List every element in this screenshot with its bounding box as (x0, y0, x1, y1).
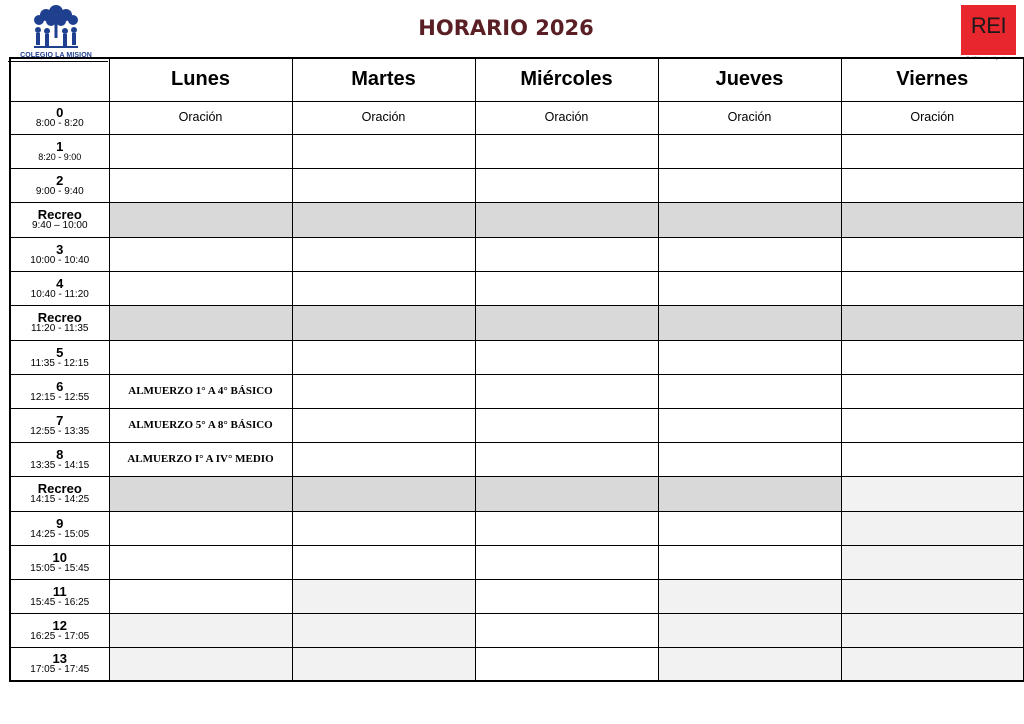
schedule-cell: Oración (841, 101, 1024, 134)
schedule-cell (109, 237, 292, 271)
schedule-cell (109, 134, 292, 168)
schedule-row (10, 647, 1024, 681)
period-label-cell (10, 168, 109, 202)
schedule-cell: ALMUERZO 5° A 8° BÁSICO (109, 408, 292, 442)
schedule-cell (841, 374, 1024, 408)
period-label-cell (10, 374, 109, 408)
period-number: 11 (52, 583, 67, 599)
period-time: 13:35 - 14:15 (30, 459, 90, 471)
schedule-row (10, 613, 1024, 647)
schedule-cell (292, 168, 475, 202)
schedule-cell (292, 305, 475, 340)
schedule-cell (475, 613, 658, 647)
period-time: 8:00 - 8:20 (35, 118, 84, 129)
period-number: 7 (56, 412, 64, 428)
schedule-cell (475, 237, 658, 271)
schedule-cell (658, 134, 841, 168)
schedule-row (10, 511, 1024, 545)
schedule-cell (475, 168, 658, 202)
schedule-cell (292, 408, 475, 442)
period-label-cell (10, 271, 109, 305)
schedule-row (10, 442, 1024, 476)
period-number: 2 (56, 172, 64, 188)
schedule-cell (841, 476, 1024, 511)
period-label-cell (10, 476, 109, 511)
schedule-cell (658, 511, 841, 545)
period-label-cell (10, 305, 109, 340)
schedule-cell (658, 476, 841, 511)
schedule-cell: Oración (658, 101, 841, 134)
schedule-cell (658, 202, 841, 237)
period-time: 11:20 - 11:35 (31, 323, 89, 334)
schedule-row (10, 579, 1024, 613)
schedule-cell (841, 202, 1024, 237)
rei-logo (961, 5, 1016, 60)
day-header-jueves: Jueves (658, 58, 841, 101)
period-label-cell (10, 545, 109, 579)
schedule-row (10, 545, 1024, 579)
school-logo-caption: COLEGIO LA MISION (20, 52, 92, 59)
period-label-cell (10, 613, 109, 647)
period-time: 10:00 - 10:40 (30, 254, 90, 266)
schedule-cell (292, 271, 475, 305)
period-time: 11:35 - 12:15 (30, 357, 89, 369)
period-number: 0 (56, 105, 64, 120)
schedule-cell (658, 374, 841, 408)
period-time: 9:40 – 10:00 (31, 220, 88, 231)
day-header-martes: Martes (292, 58, 475, 101)
schedule-cell (658, 613, 841, 647)
schedule-row (10, 476, 1024, 511)
period-number: Recreo (37, 310, 82, 325)
schedule-cell (475, 305, 658, 340)
schedule-cell (292, 511, 475, 545)
period-time: 15:05 - 15:45 (30, 562, 90, 574)
schedule-cell (841, 237, 1024, 271)
period-time: 12:55 - 13:35 (30, 425, 90, 437)
period-time: 14:25 - 15:05 (30, 528, 90, 540)
period-number: 6 (56, 378, 64, 394)
schedule-cell (109, 613, 292, 647)
day-header-viernes: Viernes (841, 58, 1024, 101)
schedule-cell (841, 340, 1024, 374)
schedule-cell (841, 134, 1024, 168)
schedule-cell (475, 476, 658, 511)
schedule-cell (475, 442, 658, 476)
schedule-row (10, 271, 1024, 305)
schedule-cell (109, 340, 292, 374)
schedule-cell (109, 545, 292, 579)
schedule-cell (658, 647, 841, 681)
schedule-cell (658, 340, 841, 374)
day-header-miercoles: Miércoles (475, 58, 658, 101)
schedule-cell: Oración (475, 101, 658, 134)
schedule-cell: ALMUERZO I° A IV° MEDIO (109, 442, 292, 476)
schedule-cell (475, 545, 658, 579)
schedule-cell (292, 442, 475, 476)
corner-cell (10, 58, 109, 101)
period-number: 4 (56, 275, 64, 291)
period-label-cell (10, 408, 109, 442)
schedule-cell (292, 374, 475, 408)
schedule-cell (292, 134, 475, 168)
period-time: 17:05 - 17:45 (30, 664, 90, 676)
schedule-cell (475, 271, 658, 305)
schedule-cell (475, 374, 658, 408)
schedule-cell (292, 237, 475, 271)
period-time: 15:45 - 16:25 (30, 596, 90, 608)
schedule-cell (658, 579, 841, 613)
schedule-cell: Oración (109, 101, 292, 134)
schedule-cell (109, 511, 292, 545)
day-header-row (10, 58, 1024, 101)
period-number: 1 (56, 139, 64, 154)
period-time: 16:25 - 17:05 (30, 630, 90, 642)
schedule-cell (658, 237, 841, 271)
period-label-cell (10, 134, 109, 168)
schedule-cell (109, 202, 292, 237)
schedule-row (10, 237, 1024, 271)
day-header-lunes: Lunes (109, 58, 292, 101)
schedule-cell (475, 202, 658, 237)
period-label-cell (10, 202, 109, 237)
page-title: HORARIO 2026 (418, 16, 594, 40)
schedule-cell (841, 271, 1024, 305)
schedule-cell (475, 340, 658, 374)
schedule-cell (475, 408, 658, 442)
schedule-row (10, 202, 1024, 237)
period-label-cell (10, 579, 109, 613)
schedule-cell (475, 134, 658, 168)
schedule-cell (292, 476, 475, 511)
schedule-cell (658, 271, 841, 305)
schedule-cell (841, 408, 1024, 442)
period-label-cell (10, 101, 109, 134)
period-number: 3 (56, 241, 64, 257)
schedule-cell (292, 340, 475, 374)
schedule-cell (109, 476, 292, 511)
period-time: 12:15 - 12:55 (30, 391, 90, 403)
schedule-cell (658, 545, 841, 579)
schedule-cell (292, 647, 475, 681)
period-number: 10 (52, 549, 67, 565)
schedule-row (10, 101, 1024, 134)
period-number: Recreo (37, 481, 82, 496)
schedule-cell (841, 442, 1024, 476)
schedule-cell (658, 168, 841, 202)
schedule-cell (109, 168, 292, 202)
schedule-cell (841, 647, 1024, 681)
period-number: 9 (56, 515, 64, 531)
schedule-cell (475, 647, 658, 681)
schedule-row (10, 134, 1024, 168)
schedule-cell (292, 613, 475, 647)
period-number: 5 (56, 344, 64, 360)
period-label-cell (10, 647, 109, 681)
schedule-cell (292, 202, 475, 237)
rei-logo-text: REI (970, 13, 1007, 38)
schedule-table (9, 57, 1024, 682)
schedule-row (10, 408, 1024, 442)
period-time: 10:40 - 11:20 (30, 288, 89, 300)
schedule-cell (841, 305, 1024, 340)
schedule-cell (292, 579, 475, 613)
schedule-cell: ALMUERZO 1° A 4° BÁSICO (109, 374, 292, 408)
schedule-row (10, 374, 1024, 408)
period-number: 8 (56, 446, 64, 462)
schedule-cell (109, 271, 292, 305)
period-time: 8:20 - 9:00 (38, 152, 82, 162)
schedule-cell (841, 168, 1024, 202)
period-time: 9:00 - 9:40 (35, 185, 84, 197)
period-number: Recreo (37, 207, 82, 222)
period-label-cell (10, 511, 109, 545)
schedule-cell (292, 545, 475, 579)
rei-logo-caption: Red Educacional Ignaciana (966, 56, 1011, 60)
period-label-cell (10, 340, 109, 374)
schedule-cell (658, 305, 841, 340)
period-number: 12 (52, 617, 67, 633)
period-label-cell (10, 442, 109, 476)
period-label-cell (10, 237, 109, 271)
schedule-row (10, 168, 1024, 202)
schedule-cell (841, 613, 1024, 647)
schedule-cell: Oración (292, 101, 475, 134)
schedule-cell (475, 511, 658, 545)
period-number: 13 (52, 651, 67, 667)
schedule-row (10, 340, 1024, 374)
period-time: 14:15 - 14:25 (30, 494, 90, 505)
schedule-cell (841, 545, 1024, 579)
schedule-cell (658, 442, 841, 476)
schedule-row (10, 305, 1024, 340)
schedule-cell (841, 511, 1024, 545)
schedule-cell (475, 579, 658, 613)
schedule-cell (841, 579, 1024, 613)
schedule-cell (109, 579, 292, 613)
schedule-cell (109, 647, 292, 681)
schedule-cell (109, 305, 292, 340)
schedule-cell (658, 408, 841, 442)
